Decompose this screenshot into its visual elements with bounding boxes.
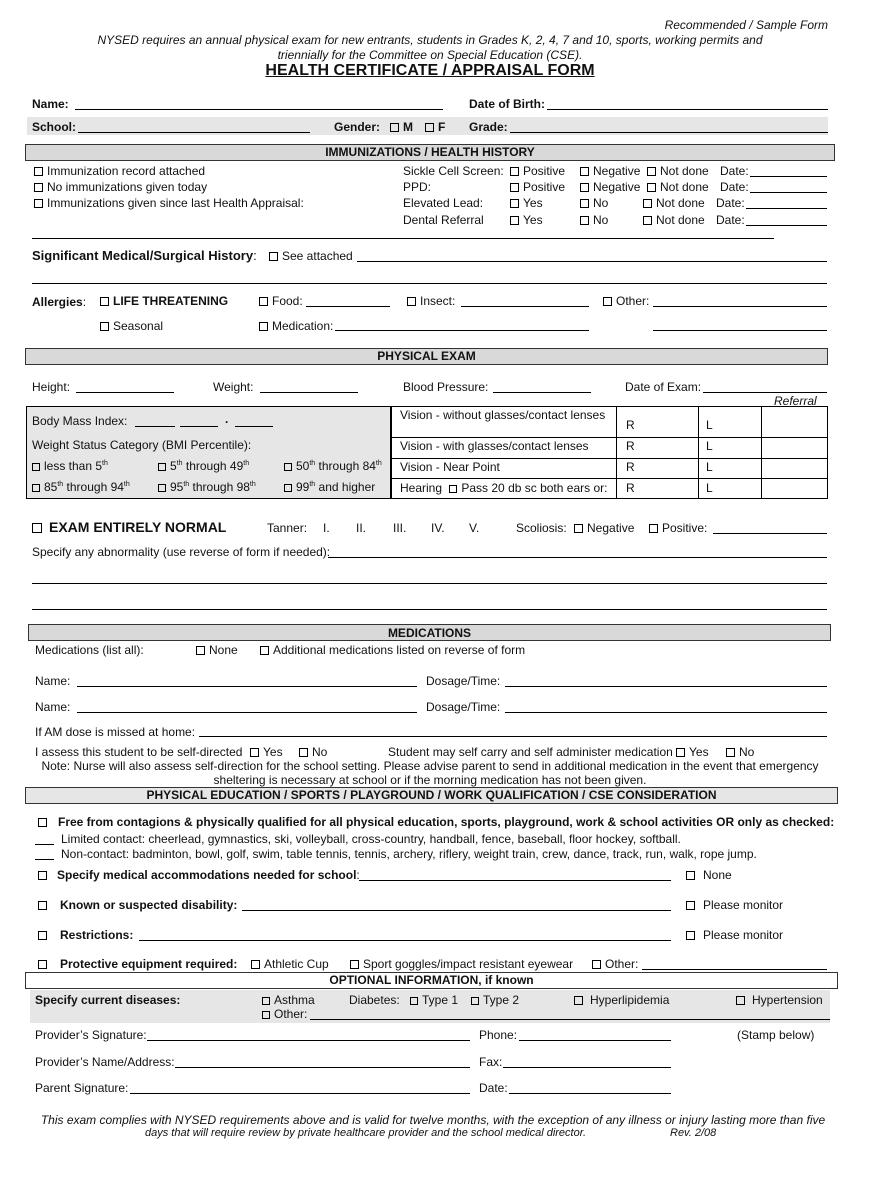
school-field[interactable] — [78, 132, 310, 133]
pct-5-49[interactable]: 5th through 49th — [158, 459, 249, 473]
nysed-line-1: NYSED requires an annual physical exam for new entrants, students in Grades K, 2, 4, 7 and 10, sports, working permits and — [97, 33, 763, 47]
tanner-label: Tanner: — [267, 521, 308, 535]
abnormality-field-3[interactable] — [32, 609, 827, 610]
sickle-notdone[interactable]: Not done — [647, 164, 709, 178]
checkbox[interactable] — [32, 463, 40, 471]
checkbox[interactable] — [259, 297, 268, 306]
name-label: Name: — [32, 97, 69, 111]
hearing-r: R — [626, 481, 635, 495]
tanner-stage[interactable]: I. — [323, 521, 330, 535]
provider-signature-label: Provider’s Signature: — [35, 1028, 147, 1042]
phone-field[interactable] — [519, 1040, 671, 1041]
pct-99-higher[interactable]: 99th and higher — [284, 480, 375, 494]
checkbox[interactable] — [100, 322, 109, 331]
ppd-positive[interactable]: Positive — [510, 180, 565, 194]
form-title: HEALTH CERTIFICATE / APPRAISAL FORM — [265, 62, 595, 79]
immunization-item-3[interactable]: Immunizations given since last Health Appraisal: — [34, 196, 304, 210]
history-field-2[interactable] — [32, 283, 827, 284]
referral-label: Referral — [774, 394, 817, 408]
restrictions-monitor[interactable]: Please monitor — [686, 928, 783, 942]
abnormality-label: Specify any abnormality (use reverse of form if needed): — [32, 545, 331, 559]
vision-col-divider — [616, 406, 617, 499]
checkbox[interactable] — [34, 199, 43, 208]
school-label: School: — [32, 120, 76, 134]
gender-label: Gender: — [334, 120, 381, 134]
disability-field[interactable] — [242, 910, 671, 911]
checkbox[interactable] — [580, 216, 589, 225]
allergy-life-threatening[interactable]: LIFE THREATENING — [100, 294, 228, 308]
protective-other-field[interactable] — [642, 969, 827, 970]
tanner-stage[interactable]: II. — [356, 521, 367, 535]
sickle-positive[interactable]: Positive — [510, 164, 565, 178]
immunization-item-2[interactable]: No immunizations given today — [34, 180, 207, 194]
allergy-insect-field[interactable] — [461, 306, 589, 307]
diabetes-label: Diabetes: — [349, 993, 400, 1007]
bmi-label: Body Mass Index: — [32, 414, 128, 428]
checkbox[interactable] — [251, 960, 260, 969]
med-dosage-label: Dosage/Time: — [426, 674, 501, 688]
checkbox[interactable] — [686, 871, 695, 880]
physical-exam-header: PHYSICAL EXAM — [25, 348, 828, 365]
hearing-row: Hearing Pass 20 db sc both ears or: — [400, 481, 608, 495]
vision-r: R — [626, 439, 635, 453]
vision-row-divider — [391, 437, 828, 438]
weight-field[interactable] — [260, 392, 358, 393]
vision-row-label: Vision - with glasses/contact lenses — [400, 439, 589, 453]
stamp-label: (Stamp below) — [737, 1028, 815, 1042]
parent-signature-field[interactable] — [130, 1093, 470, 1094]
sickle-negative[interactable]: Negative — [580, 164, 640, 178]
date-field[interactable] — [509, 1093, 671, 1094]
diabetes-type2[interactable]: Type 2 — [471, 993, 519, 1007]
self-carry-yes[interactable]: Yes — [676, 745, 709, 759]
accommodations-field[interactable] — [359, 880, 671, 881]
scoliosis-label: Scoliosis: — [516, 521, 567, 535]
dob-field[interactable] — [547, 109, 828, 110]
vision-col-divider — [698, 406, 699, 499]
weight-status-label: Weight Status Category (BMI Percentile): — [32, 438, 252, 452]
phone-label: Phone: — [479, 1028, 518, 1042]
gender-f-checkbox[interactable] — [425, 123, 434, 132]
pct-95-98[interactable]: 95th through 98th — [158, 480, 256, 494]
hypertension-option[interactable]: Hypertension — [736, 993, 823, 1007]
checkbox[interactable] — [603, 297, 612, 306]
nysed-line-2: triennially for the Committee on Special Education (CSE). — [277, 48, 583, 62]
lead-label: Elevated Lead: — [403, 196, 484, 210]
checkbox[interactable] — [158, 484, 166, 492]
checkbox[interactable] — [158, 463, 166, 471]
med-dosage-label: Dosage/Time: — [426, 700, 501, 714]
exam-date-label: Date of Exam: — [625, 380, 702, 394]
checkbox[interactable] — [38, 818, 47, 827]
self-directed-no[interactable]: No — [299, 745, 327, 759]
gender-m-checkbox[interactable] — [390, 123, 399, 132]
checkbox[interactable] — [284, 484, 292, 492]
pct-50-84[interactable]: 50th through 84th — [284, 459, 382, 473]
sickle-label: Sickle Cell Screen: — [403, 164, 504, 178]
immunization-item-1[interactable]: Immunization record attached — [34, 164, 205, 178]
ppd-label: PPD: — [403, 180, 432, 194]
vision-row-label: Vision - without glasses/contact lenses — [400, 408, 606, 422]
pct-85-94[interactable]: 85th through 94th — [32, 480, 130, 494]
meds-additional[interactable]: Additional medications listed on reverse of form — [260, 643, 525, 657]
ppd-date-label: Date: — [720, 180, 749, 194]
checkbox[interactable] — [580, 183, 589, 192]
vision-row-divider — [391, 478, 828, 479]
gender-m-option[interactable]: M — [390, 120, 413, 134]
med-name-field[interactable] — [77, 686, 417, 687]
disability-option[interactable]: Known or suspected disability: — [38, 898, 237, 912]
meds-none[interactable]: None — [196, 643, 238, 657]
lead-no[interactable]: No — [580, 196, 608, 210]
bmi-field-2[interactable] — [180, 426, 218, 427]
checkbox[interactable] — [510, 199, 519, 208]
med-name-field[interactable] — [77, 712, 417, 713]
parent-signature-label: Parent Signature: — [35, 1081, 129, 1095]
am-dose-label: If AM dose is missed at home: — [35, 725, 196, 739]
checkbox[interactable] — [592, 960, 601, 969]
checkbox[interactable] — [686, 901, 695, 910]
checkbox[interactable] — [676, 748, 685, 757]
checkbox[interactable] — [38, 931, 47, 940]
checkbox[interactable] — [350, 960, 359, 969]
allergy-other-field[interactable] — [653, 306, 827, 307]
dental-label: Dental Referral — [403, 213, 484, 227]
med-name-label: Name: — [35, 700, 71, 714]
med-dosage-field[interactable] — [505, 686, 827, 687]
checkbox[interactable] — [736, 996, 745, 1005]
sickle-date-field[interactable] — [750, 176, 827, 177]
diabetes-type1[interactable]: Type 1 — [410, 993, 458, 1007]
med-dosage-field[interactable] — [505, 712, 827, 713]
ppd-negative[interactable]: Negative — [580, 180, 640, 194]
tanner-stage[interactable]: V. — [469, 521, 480, 535]
dob-label: Date of Birth: — [469, 97, 545, 111]
tanner-stage[interactable]: IV. — [431, 521, 445, 535]
noncontact-label: Non-contact: badminton, bowl, golf, swim, table tennis, tennis, archery, riflery, weight train, crew, dance, track, run, walk, rope jump. — [61, 847, 757, 861]
allergies-label: Allergies: — [32, 295, 87, 309]
asthma-option[interactable]: Asthma — [262, 993, 315, 1007]
grade-label: Grade: — [469, 120, 508, 134]
diseases-label: Specify current diseases: — [35, 993, 181, 1007]
bmi-field-1[interactable] — [135, 426, 175, 427]
restrictions-option[interactable]: Restrictions: — [38, 928, 133, 942]
lead-notdone[interactable]: Not done — [643, 196, 705, 210]
height-label: Height: — [32, 380, 71, 394]
dental-no[interactable]: No — [580, 213, 608, 227]
lead-date-field[interactable] — [746, 208, 827, 209]
bp-field[interactable] — [493, 392, 591, 393]
checkbox[interactable] — [284, 463, 292, 471]
scoliosis-positive[interactable]: Positive: — [649, 521, 707, 535]
ppd-notdone[interactable]: Not done — [647, 180, 709, 194]
gender-f-option[interactable]: F — [425, 120, 445, 134]
nurse-note-1: Note: Nurse will also assess self-direction for the school setting. Please advise parent to send in additional medication in the event that emergency — [41, 759, 819, 773]
vision-r: R — [626, 418, 635, 432]
dental-notdone[interactable]: Not done — [643, 213, 705, 227]
disability-monitor[interactable]: Please monitor — [686, 898, 783, 912]
abnormality-field-2[interactable] — [32, 583, 827, 584]
fax-field[interactable] — [503, 1067, 671, 1068]
checkbox[interactable] — [407, 297, 416, 306]
allergy-insect[interactable]: Insect: — [407, 294, 455, 308]
checkbox[interactable] — [260, 646, 269, 655]
date-label: Date: — [479, 1081, 508, 1095]
checkbox[interactable] — [574, 996, 583, 1005]
checkbox[interactable] — [574, 524, 583, 533]
bp-label: Blood Pressure: — [403, 380, 489, 394]
checkbox[interactable] — [38, 901, 47, 910]
limited-contact-field[interactable] — [35, 844, 54, 845]
checkbox[interactable] — [510, 167, 519, 176]
name-field[interactable] — [75, 109, 443, 110]
self-carry-no[interactable]: No — [726, 745, 754, 759]
hearing-pass-checkbox[interactable] — [449, 485, 457, 493]
immunization-notes-line[interactable] — [32, 238, 774, 239]
checkbox[interactable] — [100, 297, 109, 306]
athletic-cup[interactable]: Athletic Cup — [251, 957, 329, 971]
checkbox[interactable] — [410, 997, 418, 1005]
scoliosis-negative[interactable]: Negative — [574, 521, 634, 535]
lead-yes[interactable]: Yes — [510, 196, 543, 210]
checkbox[interactable] — [643, 216, 652, 225]
dental-yes[interactable]: Yes — [510, 213, 543, 227]
checkbox[interactable] — [686, 931, 695, 940]
dental-date-field[interactable] — [746, 225, 827, 226]
vision-col-divider — [761, 406, 762, 499]
grade-field[interactable] — [510, 132, 828, 133]
revision-label: Rev. 2/08 — [670, 1127, 717, 1139]
med-name-label: Name: — [35, 674, 71, 688]
checkbox[interactable] — [471, 997, 479, 1005]
immunizations-header: IMMUNIZATIONS / HEALTH HISTORY — [25, 144, 835, 161]
bmi-field-3[interactable] — [235, 426, 273, 427]
allergy-other[interactable]: Other: — [603, 294, 649, 308]
pct-less-5[interactable]: less than 5th — [32, 459, 108, 473]
self-carry-label: Student may self carry and self administer medication — [388, 745, 673, 759]
vision-r: R — [626, 460, 635, 474]
sickle-date-label: Date: — [720, 164, 749, 178]
medications-header: MEDICATIONS — [28, 624, 831, 641]
sport-goggles[interactable]: Sport goggles/impact resistant eyewear — [350, 957, 573, 971]
exam-normal-option[interactable]: EXAM ENTIRELY NORMAL — [32, 519, 226, 535]
checkbox[interactable] — [32, 484, 40, 492]
allergy-medication[interactable]: Medication: — [259, 319, 333, 333]
ppd-date-field[interactable] — [750, 192, 827, 193]
history-label: Significant Medical/Surgical History: — [32, 248, 257, 263]
provider-signature-field[interactable] — [147, 1040, 470, 1041]
hearing-l: L — [706, 481, 713, 495]
checkbox[interactable] — [643, 199, 652, 208]
allergy-seasonal[interactable]: Seasonal — [100, 319, 163, 333]
checkbox[interactable] — [259, 322, 268, 331]
allergy-food-field[interactable] — [306, 306, 390, 307]
checkbox[interactable] — [510, 183, 519, 192]
pe-header: PHYSICAL EDUCATION / SPORTS / PLAYGROUND / WORK QUALIFICATION / CSE CONSIDERATION — [25, 787, 838, 804]
accommodations-option[interactable]: Specify medical accommodations needed for school: — [38, 868, 360, 882]
checkbox[interactable] — [510, 216, 519, 225]
vision-row-divider — [391, 458, 828, 459]
pe-free-option[interactable]: Free from contagions & physically qualified for all physical education, sports, playground, work & school activities OR only as checked: — [38, 815, 834, 829]
disease-other-option[interactable]: Other: — [262, 1007, 307, 1021]
recommended-note: Recommended / Sample Form — [664, 18, 828, 32]
vision-l: L — [706, 460, 713, 474]
provider-name-field[interactable] — [175, 1067, 470, 1068]
history-field[interactable] — [357, 261, 827, 262]
tanner-stage[interactable]: III. — [393, 521, 407, 535]
bmi-decimal: . — [225, 412, 229, 426]
checkbox[interactable] — [250, 748, 259, 757]
vision-row-label: Vision - Near Point — [400, 460, 500, 474]
fax-label: Fax: — [479, 1055, 503, 1069]
protective-option[interactable]: Protective equipment required: — [38, 957, 237, 971]
history-see-attached[interactable]: See attached — [269, 249, 353, 263]
checkbox[interactable] — [269, 252, 278, 261]
checkbox[interactable] — [196, 646, 205, 655]
checkbox[interactable] — [34, 167, 43, 176]
protective-other[interactable]: Other: — [592, 957, 638, 971]
dental-date-label: Date: — [716, 213, 745, 227]
checkbox[interactable] — [647, 183, 656, 192]
disease-other-field[interactable] — [310, 1019, 830, 1020]
checkbox[interactable] — [262, 1011, 270, 1019]
noncontact-field[interactable] — [35, 859, 54, 860]
restrictions-field[interactable] — [139, 940, 671, 941]
vision-l: L — [706, 418, 713, 432]
checkbox[interactable] — [38, 871, 47, 880]
self-directed-yes[interactable]: Yes — [250, 745, 283, 759]
abnormality-field[interactable] — [328, 557, 827, 558]
meds-list-label: Medications (list all): — [35, 643, 144, 657]
exam-date-field[interactable] — [703, 392, 827, 393]
provider-name-label: Provider’s Name/Address: — [35, 1055, 175, 1069]
hyperlipidemia-option[interactable]: Hyperlipidemia — [574, 993, 669, 1007]
checkbox[interactable] — [726, 748, 735, 757]
checkbox[interactable] — [38, 960, 47, 969]
checkbox[interactable] — [580, 199, 589, 208]
optional-header: OPTIONAL INFORMATION, if known — [25, 972, 838, 989]
lead-date-label: Date: — [716, 196, 745, 210]
vision-l: L — [706, 439, 713, 453]
checkbox[interactable] — [647, 167, 656, 176]
scoliosis-field[interactable] — [713, 533, 827, 534]
checkbox[interactable] — [262, 997, 270, 1005]
self-directed-label: I assess this student to be self-directed — [35, 745, 243, 759]
footer-line-2: days that will require review by private healthcare provider and the school medical director. — [145, 1127, 587, 1139]
allergy-other-field-2[interactable] — [653, 330, 827, 331]
allergy-medication-field[interactable] — [335, 330, 589, 331]
limited-contact-label: Limited contact: cheerlead, gymnastics, ski, volleyball, cross-country, handball, fence, baseball, floor hockey, softball. — [61, 832, 681, 846]
height-field[interactable] — [76, 392, 174, 393]
checkbox[interactable] — [580, 167, 589, 176]
nurse-note-2: sheltering is necessary at school or if the morning medication has not been given. — [213, 773, 647, 787]
checkbox[interactable] — [32, 523, 42, 533]
accommodations-none[interactable]: None — [686, 868, 732, 882]
am-dose-field[interactable] — [199, 736, 827, 737]
checkbox[interactable] — [299, 748, 308, 757]
checkbox[interactable] — [649, 524, 658, 533]
weight-label: Weight: — [213, 380, 254, 394]
footer-line-1: This exam complies with NYSED requirements above and is valid for twelve months, with the exception of any illness or injury lasting more than five — [40, 1113, 826, 1127]
allergy-food[interactable]: Food: — [259, 294, 303, 308]
checkbox[interactable] — [34, 183, 43, 192]
